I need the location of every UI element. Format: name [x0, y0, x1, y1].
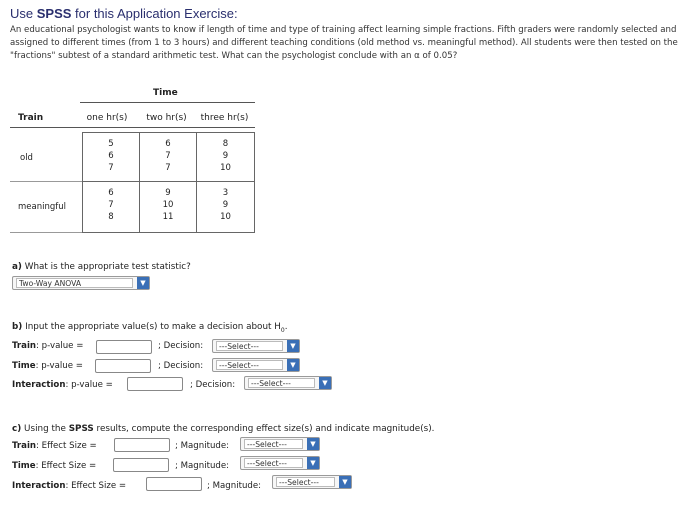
cell-value: 10: [162, 200, 174, 210]
cell-value: 10: [220, 212, 231, 222]
question-text: results, compute the corresponding effect size(s) and indicate magnitude(s).: [93, 424, 435, 434]
dropdown-value: ---Select---: [216, 360, 283, 370]
cell-values: [139, 187, 197, 223]
cell-values: [82, 138, 140, 174]
cell-values: [196, 187, 255, 223]
chevron-down-icon: ▼: [287, 359, 299, 371]
question-c: [12, 424, 434, 434]
field-label: : p-value =: [65, 380, 113, 390]
dropdown-value: ---Select---: [244, 439, 303, 449]
question-b: [12, 322, 288, 334]
cell-value: 6: [165, 139, 171, 149]
train-pvalue-input[interactable]: [96, 340, 152, 354]
magnitude-label: ; Magnitude:: [175, 441, 230, 451]
question-label: b): [12, 322, 23, 332]
field-label: : Effect Size =: [36, 441, 97, 451]
chevron-down-icon: ▼: [319, 377, 331, 389]
row-divider: [10, 181, 82, 182]
question-text-bold: SPSS: [68, 424, 94, 434]
cell-value: 5: [108, 139, 114, 149]
title-prefix: Use: [10, 6, 37, 21]
question-text: What is the appropriate test statistic?: [21, 262, 191, 272]
test-statistic-dropdown[interactable]: [12, 276, 150, 290]
field-label: : Effect Size =: [65, 481, 127, 491]
interaction-effect-size-input[interactable]: [146, 477, 202, 491]
field-label: : Effect Size =: [35, 461, 97, 471]
magnitude-label: ; Magnitude:: [175, 461, 230, 471]
question-label: c): [12, 424, 22, 434]
interaction-effect-size-label: [12, 481, 126, 491]
time-magnitude-dropdown[interactable]: [240, 456, 320, 470]
time-header: Time: [153, 88, 178, 98]
question-text: Using the: [21, 424, 69, 434]
cell-values: [196, 138, 255, 174]
dropdown-value: ---Select---: [248, 378, 315, 388]
cell-value: 8: [222, 139, 229, 149]
cell-value: 10: [220, 163, 231, 173]
interaction-pvalue-input[interactable]: [127, 377, 183, 391]
time-effect-size-label: [12, 461, 96, 471]
cell-value: 7: [108, 200, 114, 210]
column-header: three hr(s): [200, 113, 249, 123]
dropdown-value: Two-Way ANOVA: [16, 278, 133, 288]
factor-name: Time: [12, 361, 36, 371]
cell-value: 9: [165, 188, 171, 198]
cell-value: 9: [222, 200, 229, 210]
decision-label: ; Decision:: [158, 361, 204, 371]
factor-name: Train: [12, 441, 37, 451]
column-header: one hr(s): [86, 113, 128, 123]
field-label: : p-value =: [35, 361, 83, 371]
title-suffix: for this Application Exercise:: [71, 6, 238, 21]
factor-name: Interaction: [12, 481, 66, 491]
question-text: Input the appropriate value(s) to make a decision about H: [22, 322, 281, 332]
row-divider: [10, 232, 82, 233]
dropdown-value: ---Select---: [216, 341, 283, 351]
cell-value: 11: [162, 212, 174, 222]
chevron-down-icon: ▼: [137, 277, 149, 289]
chevron-down-icon: ▼: [307, 457, 319, 469]
cell-values: [139, 138, 197, 174]
chevron-down-icon: ▼: [339, 476, 351, 488]
question-subscript: 0: [280, 326, 285, 334]
chevron-down-icon: ▼: [287, 340, 299, 352]
cell-values: [82, 187, 140, 223]
chevron-down-icon: ▼: [307, 438, 319, 450]
interaction-pvalue-label: [12, 380, 113, 390]
train-header: Train: [18, 113, 44, 123]
train-effect-size-input[interactable]: [114, 438, 170, 452]
question-label: a): [12, 262, 22, 272]
train-pvalue-label: [12, 341, 83, 351]
page-title: [10, 6, 238, 21]
train-effect-size-label: [12, 441, 97, 451]
field-label: : p-value =: [36, 341, 84, 351]
cell-value: 9: [222, 151, 229, 161]
question-text: .: [284, 322, 288, 332]
train-magnitude-dropdown[interactable]: [240, 437, 320, 451]
factor-name: Time: [12, 461, 36, 471]
train-decision-dropdown[interactable]: [212, 339, 300, 353]
cell-value: 3: [222, 188, 229, 198]
dropdown-value: ---Select---: [276, 477, 335, 487]
question-a: [12, 262, 191, 272]
factor-name: Train: [12, 341, 37, 351]
time-header-rule: [80, 102, 255, 103]
table-header-rule: [10, 127, 255, 128]
cell-value: 7: [108, 163, 114, 173]
factor-name: Interaction: [12, 380, 66, 390]
cell-value: 8: [108, 212, 114, 222]
magnitude-label: ; Magnitude:: [207, 481, 262, 491]
problem-description: An educational psychologist wants to know if length of time and type of training affect learning simple fractions. Fifth graders were randomly selected and assigned to different times (from 1 to 3 hours) and different teaching conditions (old method vs. meaningful method). All students were then tested on the "fractions" subtest of a standard arithmetic test. What can the psychologist conclude with an α of 0.05?: [10, 25, 678, 61]
row-label: meaningful: [18, 202, 66, 212]
cell-value: 6: [108, 188, 114, 198]
dropdown-value: ---Select---: [244, 458, 303, 468]
time-effect-size-input[interactable]: [113, 458, 169, 472]
column-header: two hr(s): [146, 113, 187, 123]
interaction-magnitude-dropdown[interactable]: [272, 475, 352, 489]
cell-value: 6: [108, 151, 114, 161]
cell-value: 7: [165, 151, 171, 161]
decision-label: ; Decision:: [158, 341, 204, 351]
cell-value: 7: [165, 163, 171, 173]
decision-label: ; Decision:: [190, 380, 236, 390]
time-pvalue-input[interactable]: [95, 359, 151, 373]
time-decision-dropdown[interactable]: [212, 358, 300, 372]
title-bold: SPSS: [36, 6, 72, 21]
interaction-decision-dropdown[interactable]: [244, 376, 332, 390]
time-pvalue-label: [12, 361, 83, 371]
row-label: old: [20, 153, 33, 163]
